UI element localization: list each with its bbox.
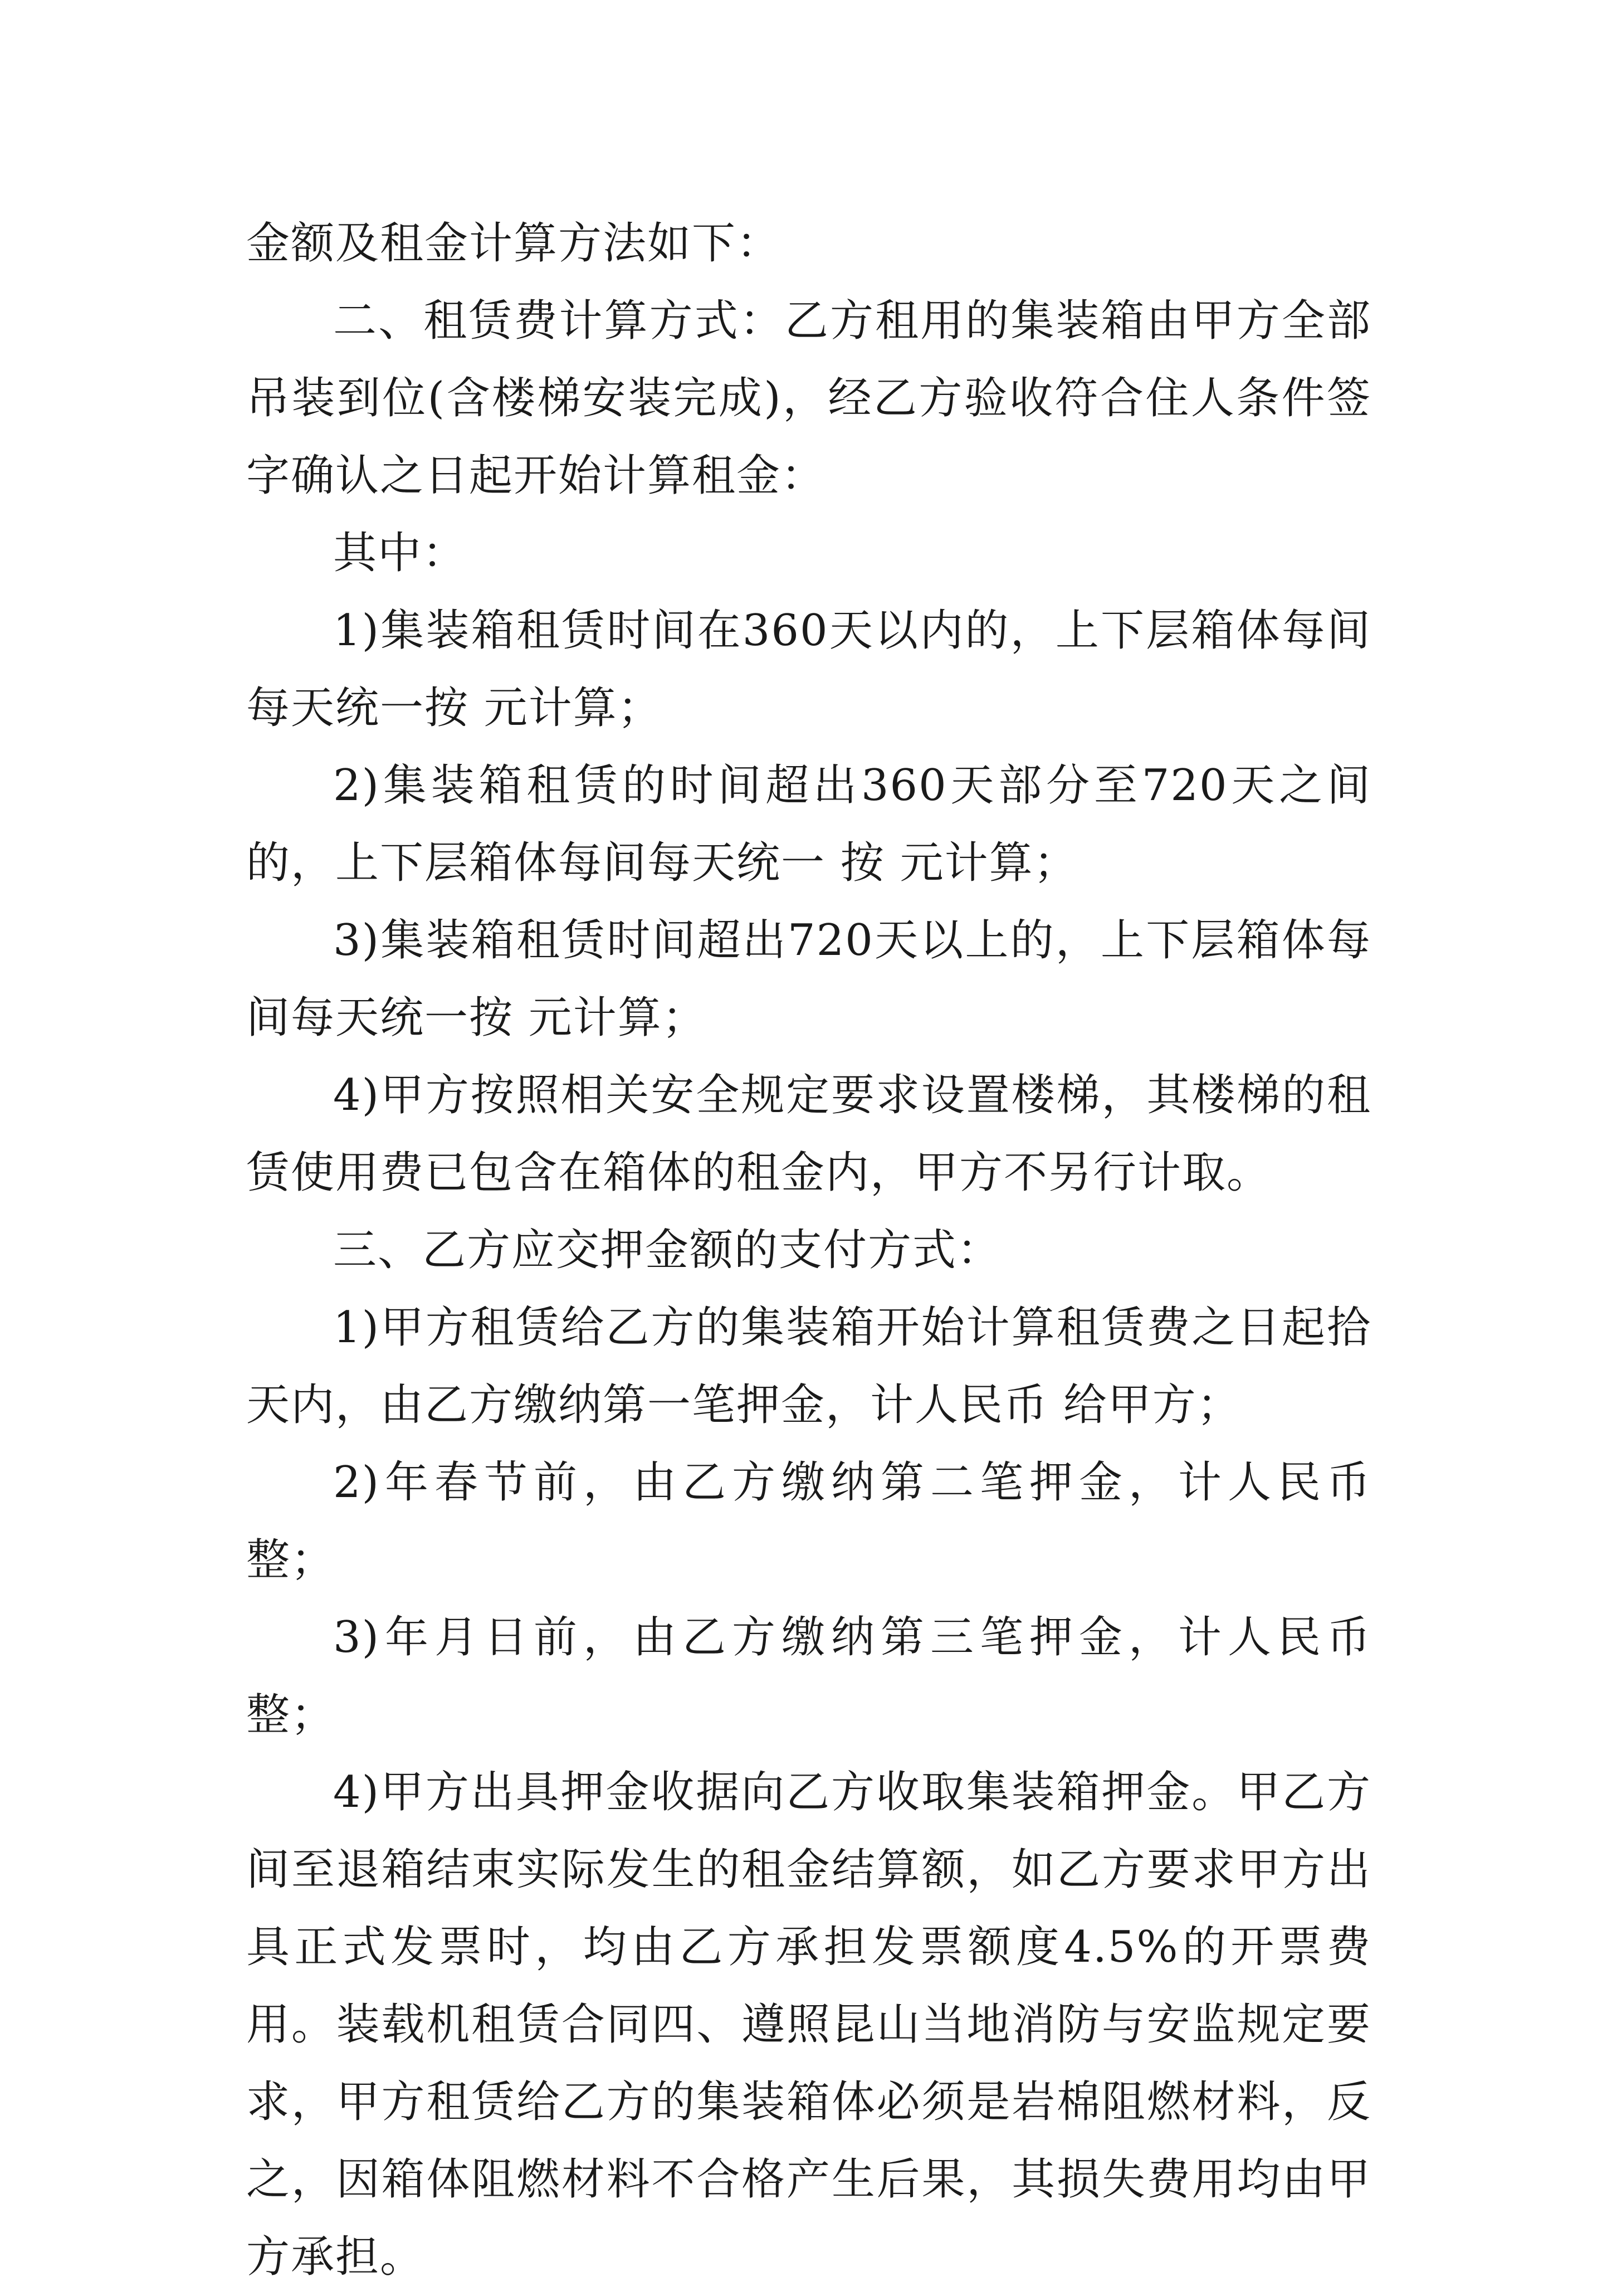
paragraph-deposit-item-3: 3)年月日前，由乙方缴纳第三笔押金，计人民币 整； [246,1612,1371,1740]
paragraph-deposit-item-4: 4)甲方出具押金收据向乙方收取集装箱押金。甲乙方间至退箱结束实际发生的租金结算额，如乙方要求甲方出具正式发票时，均由乙方承担发票额度4.5%的开票费用。装载机租赁合同四、遵照昆山当地消防与安监规定要求，甲方租赁给乙方的集装箱体必须是岩棉阻燃材料，反之，因箱体阻燃材料不合格产生后果，其损失费用均由甲方承担。 [246,1767,1371,2282]
paragraph-item-3: 3)集装箱租赁时间超出720天以上的，上下层箱体每间每天统一按 元计算； [246,915,1371,1043]
paragraph-section-3-deposit: 三、乙方应交押金额的支付方式： [333,1225,1002,1275]
paragraph-item-2: 2)集装箱租赁的时间超出360天部分至720天之间的，上下层箱体每间每天统一 按 元计算； [246,761,1371,888]
paragraph-deposit-item-2: 2)年春节前，由乙方缴纳第二笔押金，计人民币 整； [246,1457,1371,1585]
paragraph-deposit-item-1: 1)甲方租赁给乙方的集装箱开始计算租赁费之日起拾天内，由乙方缴纳第一笔押金，计人民币 给甲方； [246,1303,1371,1430]
paragraph-intro: 金额及租金计算方法如下： [246,218,781,269]
paragraph-item-4: 4)甲方按照相关安全规定要求设置楼梯，其楼梯的租赁使用费已包含在箱体的租金内，甲方不另行计取。 [246,1070,1371,1198]
document-body [246,205,1371,2296]
paragraph-section-2-rent-calculation: 二、租赁费计算方式：乙方租用的集装箱由甲方全部吊装到位(含楼梯安装完成)，经乙方验收符合住人条件签字确认之日起开始计算租金： [246,296,1371,501]
paragraph-item-1: 1)集装箱租赁时间在360天以内的，上下层箱体每间每天统一按 元计算； [246,606,1371,733]
paragraph-among: 其中： [333,528,467,578]
